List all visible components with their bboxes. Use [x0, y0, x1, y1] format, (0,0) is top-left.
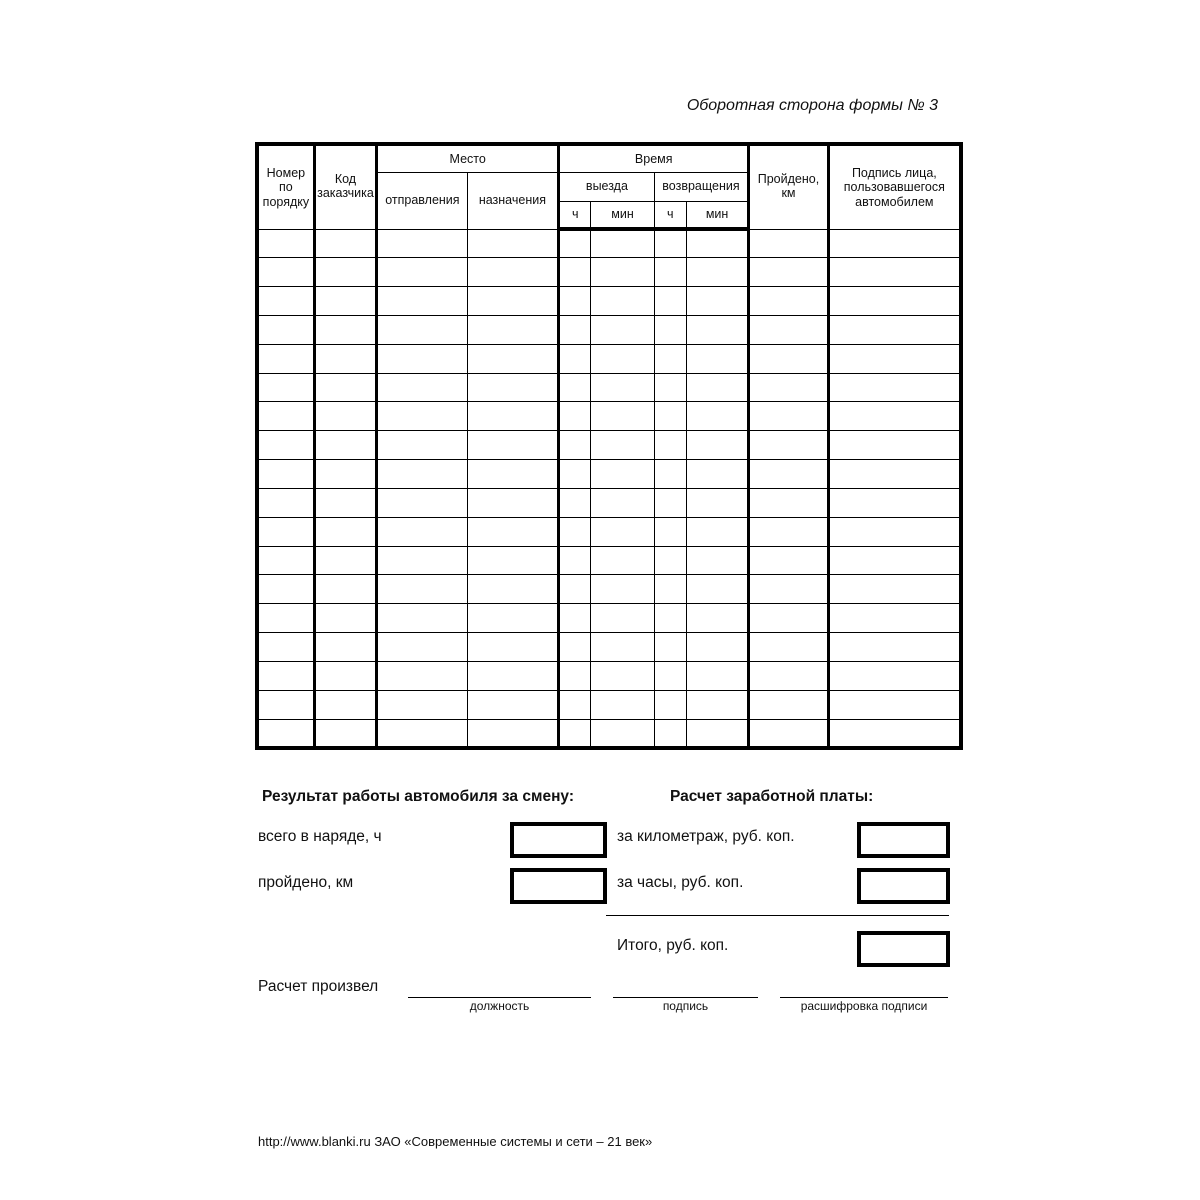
table-cell[interactable]: [257, 344, 314, 373]
table-cell[interactable]: [559, 517, 591, 546]
table-cell[interactable]: [257, 402, 314, 431]
table-cell[interactable]: [257, 373, 314, 402]
table-cell[interactable]: [257, 517, 314, 546]
table-cell[interactable]: [377, 488, 468, 517]
table-cell[interactable]: [749, 546, 828, 575]
table-cell[interactable]: [467, 633, 559, 662]
table-cell[interactable]: [686, 373, 748, 402]
table-row: [257, 373, 961, 402]
table-cell[interactable]: [257, 287, 314, 316]
table-cell[interactable]: [467, 460, 559, 489]
distance-label: пройдено, км: [258, 874, 354, 891]
table-cell[interactable]: [559, 315, 591, 344]
table-cell[interactable]: [559, 431, 591, 460]
table-cell[interactable]: [314, 633, 376, 662]
table-cell[interactable]: [686, 661, 748, 690]
table-cell[interactable]: [257, 661, 314, 690]
table-cell[interactable]: [828, 517, 961, 546]
table-cell[interactable]: [314, 229, 376, 258]
table-cell[interactable]: [654, 719, 686, 748]
table-cell[interactable]: [591, 488, 654, 517]
table-cell[interactable]: [559, 604, 591, 633]
table-cell[interactable]: [314, 315, 376, 344]
table-cell[interactable]: [314, 517, 376, 546]
table-row: [257, 258, 961, 287]
header-departure-minutes: мин: [591, 201, 654, 229]
table-cell[interactable]: [686, 229, 748, 258]
table-row: [257, 719, 961, 748]
table-row: [257, 287, 961, 316]
signature-line[interactable]: [613, 997, 758, 998]
total-separator-line: [606, 915, 949, 916]
table-cell[interactable]: [467, 431, 559, 460]
table-cell[interactable]: [257, 431, 314, 460]
salary-title: Расчет заработной платы:: [670, 788, 874, 805]
table-row: [257, 633, 961, 662]
table-cell[interactable]: [749, 460, 828, 489]
table-row: [257, 690, 961, 719]
table-cell[interactable]: [828, 546, 961, 575]
table-row: [257, 517, 961, 546]
table-cell[interactable]: [654, 633, 686, 662]
table-cell[interactable]: [749, 402, 828, 431]
header-return-hours: ч: [654, 201, 686, 229]
table-cell[interactable]: [257, 229, 314, 258]
header-place-to: назначения: [467, 172, 559, 229]
table-cell[interactable]: [591, 575, 654, 604]
table-cell[interactable]: [686, 690, 748, 719]
table-cell[interactable]: [559, 373, 591, 402]
table-cell[interactable]: [559, 575, 591, 604]
table-cell[interactable]: [377, 431, 468, 460]
table-cell[interactable]: [257, 575, 314, 604]
table-cell[interactable]: [749, 488, 828, 517]
table-cell[interactable]: [686, 546, 748, 575]
table-cell[interactable]: [828, 315, 961, 344]
table-cell[interactable]: [686, 315, 748, 344]
header-signature: Подпись лица, пользовавшегося автомобилем: [828, 144, 961, 229]
table-cell[interactable]: [314, 460, 376, 489]
table-cell[interactable]: [749, 431, 828, 460]
table-cell[interactable]: [314, 488, 376, 517]
table-cell[interactable]: [654, 402, 686, 431]
table-cell[interactable]: [591, 719, 654, 748]
table-cell[interactable]: [467, 373, 559, 402]
table-cell[interactable]: [467, 661, 559, 690]
table-cell[interactable]: [314, 258, 376, 287]
table-row: [257, 460, 961, 489]
table-cell[interactable]: [828, 229, 961, 258]
table-cell[interactable]: [749, 373, 828, 402]
results-title: Результат работы автомобиля за смену:: [262, 788, 575, 805]
table-cell[interactable]: [686, 258, 748, 287]
table-cell[interactable]: [654, 258, 686, 287]
table-cell[interactable]: [749, 661, 828, 690]
table-cell[interactable]: [828, 633, 961, 662]
table-cell[interactable]: [467, 287, 559, 316]
table-cell[interactable]: [749, 690, 828, 719]
table-cell[interactable]: [257, 460, 314, 489]
table-cell[interactable]: [828, 690, 961, 719]
table-cell[interactable]: [467, 690, 559, 719]
table-cell[interactable]: [377, 517, 468, 546]
table-cell[interactable]: [467, 604, 559, 633]
table-row: [257, 488, 961, 517]
table-cell[interactable]: [828, 431, 961, 460]
table-cell[interactable]: [559, 402, 591, 431]
table-cell[interactable]: [591, 546, 654, 575]
table-cell[interactable]: [314, 344, 376, 373]
table-cell[interactable]: [591, 344, 654, 373]
table-cell[interactable]: [591, 690, 654, 719]
header-place-from: отправления: [377, 172, 468, 229]
header-number: Номер по порядку: [257, 144, 314, 229]
table-cell[interactable]: [654, 661, 686, 690]
total-hours-label: всего в наряде, ч: [258, 828, 382, 845]
table-cell[interactable]: [654, 315, 686, 344]
table-cell[interactable]: [654, 373, 686, 402]
distance-box[interactable]: [510, 868, 607, 904]
header-time-departure: выезда: [559, 172, 655, 201]
table-cell[interactable]: [467, 488, 559, 517]
table-cell[interactable]: [377, 633, 468, 662]
table-cell[interactable]: [654, 546, 686, 575]
table-cell[interactable]: [467, 719, 559, 748]
table-cell[interactable]: [559, 460, 591, 489]
table-cell[interactable]: [559, 229, 591, 258]
per-hour-label: за часы, руб. коп.: [617, 874, 744, 891]
table-cell[interactable]: [559, 344, 591, 373]
table-cell[interactable]: [828, 460, 961, 489]
header-time: Время: [559, 144, 749, 172]
table-cell[interactable]: [467, 575, 559, 604]
table-cell[interactable]: [654, 229, 686, 258]
table-cell[interactable]: [686, 287, 748, 316]
table-cell[interactable]: [749, 517, 828, 546]
table-cell[interactable]: [686, 460, 748, 489]
table-cell[interactable]: [559, 258, 591, 287]
table-cell[interactable]: [377, 229, 468, 258]
signature-caption: подпись: [662, 999, 709, 1013]
table-cell[interactable]: [377, 661, 468, 690]
table-row: [257, 402, 961, 431]
table-cell[interactable]: [828, 287, 961, 316]
table-cell[interactable]: [749, 258, 828, 287]
table-cell[interactable]: [314, 431, 376, 460]
table-cell[interactable]: [467, 344, 559, 373]
table-cell[interactable]: [654, 690, 686, 719]
table-cell[interactable]: [654, 344, 686, 373]
table-cell[interactable]: [686, 344, 748, 373]
table-cell[interactable]: [591, 517, 654, 546]
table-cell[interactable]: [828, 402, 961, 431]
table-cell[interactable]: [749, 229, 828, 258]
header-time-return: возвращения: [654, 172, 749, 201]
table-cell[interactable]: [559, 488, 591, 517]
table-cell[interactable]: [828, 488, 961, 517]
table-cell[interactable]: [591, 604, 654, 633]
table-cell[interactable]: [377, 690, 468, 719]
table-cell[interactable]: [686, 719, 748, 748]
table-cell[interactable]: [686, 575, 748, 604]
table-cell[interactable]: [591, 661, 654, 690]
table-cell[interactable]: [654, 460, 686, 489]
header-distance: Пройдено, км: [749, 144, 828, 229]
table-cell[interactable]: [591, 402, 654, 431]
table-row: [257, 229, 961, 258]
calculated-by-label: Расчет произвел: [258, 978, 379, 995]
table-cell[interactable]: [314, 373, 376, 402]
table-cell[interactable]: [377, 373, 468, 402]
table-cell[interactable]: [828, 575, 961, 604]
table-cell[interactable]: [828, 344, 961, 373]
table-cell[interactable]: [314, 604, 376, 633]
decoding-line[interactable]: [780, 997, 948, 998]
table-cell[interactable]: [591, 431, 654, 460]
table-row: [257, 604, 961, 633]
table-cell[interactable]: [257, 690, 314, 719]
table-cell[interactable]: [749, 315, 828, 344]
trip-log-table: [255, 142, 963, 750]
table-row: [257, 315, 961, 344]
table-cell[interactable]: [828, 661, 961, 690]
per-hour-box[interactable]: [857, 868, 950, 904]
header-place: Место: [377, 144, 559, 172]
table-cell[interactable]: [591, 315, 654, 344]
table-cell[interactable]: [314, 575, 376, 604]
table-cell[interactable]: [559, 287, 591, 316]
table-cell[interactable]: [377, 604, 468, 633]
table-cell[interactable]: [686, 431, 748, 460]
table-cell[interactable]: [686, 604, 748, 633]
table-cell[interactable]: [467, 258, 559, 287]
table-cell[interactable]: [686, 402, 748, 431]
table-cell[interactable]: [377, 575, 468, 604]
table-cell[interactable]: [377, 344, 468, 373]
table-cell[interactable]: [314, 661, 376, 690]
table-cell[interactable]: [314, 546, 376, 575]
table-cell[interactable]: [591, 258, 654, 287]
table-cell[interactable]: [654, 287, 686, 316]
table-cell[interactable]: [559, 661, 591, 690]
total-label: Итого, руб. коп.: [617, 937, 729, 954]
table-cell[interactable]: [828, 373, 961, 402]
form-side-title: Оборотная сторона формы № 3: [686, 97, 938, 114]
table-cell[interactable]: [591, 373, 654, 402]
header-departure-hours: ч: [559, 201, 591, 229]
total-hours-box[interactable]: [510, 822, 607, 858]
table-cell[interactable]: [314, 690, 376, 719]
table-cell[interactable]: [377, 719, 468, 748]
table-row: [257, 431, 961, 460]
table-cell[interactable]: [654, 517, 686, 546]
table-cell[interactable]: [686, 488, 748, 517]
table-cell[interactable]: [828, 719, 961, 748]
table-cell[interactable]: [591, 460, 654, 489]
table-cell[interactable]: [377, 460, 468, 489]
per-km-label: за километраж, руб. коп.: [617, 828, 795, 845]
position-caption: должность: [469, 999, 530, 1013]
table-cell[interactable]: [749, 633, 828, 662]
table-cell[interactable]: [828, 258, 961, 287]
table-cell[interactable]: [257, 315, 314, 344]
total-box[interactable]: [857, 931, 950, 967]
header-customer-code: Код заказчика: [314, 144, 376, 229]
table-cell[interactable]: [749, 344, 828, 373]
table-cell[interactable]: [686, 517, 748, 546]
table-cell[interactable]: [467, 546, 559, 575]
table-cell[interactable]: [257, 604, 314, 633]
table-row: [257, 575, 961, 604]
table-cell[interactable]: [467, 402, 559, 431]
table-cell[interactable]: [314, 402, 376, 431]
table-cell[interactable]: [654, 575, 686, 604]
table-cell[interactable]: [559, 633, 591, 662]
table-cell[interactable]: [591, 287, 654, 316]
decoding-caption: расшифровка подписи: [800, 999, 928, 1013]
table-cell[interactable]: [467, 229, 559, 258]
table-cell[interactable]: [559, 690, 591, 719]
footer-credit: http://www.blanki.ru ЗАО «Современные системы и сети – 21 век»: [258, 1134, 653, 1149]
table-row: [257, 661, 961, 690]
table-cell[interactable]: [314, 287, 376, 316]
table-cell[interactable]: [559, 546, 591, 575]
table-cell[interactable]: [377, 315, 468, 344]
position-line[interactable]: [408, 997, 591, 998]
table-cell[interactable]: [828, 604, 961, 633]
per-km-box[interactable]: [857, 822, 950, 858]
table-cell[interactable]: [467, 517, 559, 546]
table-cell[interactable]: [257, 488, 314, 517]
table-cell[interactable]: [654, 488, 686, 517]
table-cell[interactable]: [654, 604, 686, 633]
table-cell[interactable]: [377, 546, 468, 575]
table-row: [257, 546, 961, 575]
table-cell[interactable]: [377, 402, 468, 431]
table-cell[interactable]: [257, 258, 314, 287]
table-cell[interactable]: [467, 315, 559, 344]
table-row: [257, 344, 961, 373]
table-body: [257, 229, 961, 748]
table-cell[interactable]: [749, 719, 828, 748]
table-cell[interactable]: [749, 287, 828, 316]
table-cell[interactable]: [654, 431, 686, 460]
table-cell[interactable]: [377, 287, 468, 316]
table-cell[interactable]: [591, 229, 654, 258]
table-cell[interactable]: [257, 633, 314, 662]
table-cell[interactable]: [749, 575, 828, 604]
table-cell[interactable]: [749, 604, 828, 633]
table-cell[interactable]: [257, 546, 314, 575]
table-cell[interactable]: [314, 719, 376, 748]
table-cell[interactable]: [591, 633, 654, 662]
header-return-minutes: мин: [686, 201, 748, 229]
table-cell[interactable]: [377, 258, 468, 287]
table-cell[interactable]: [559, 719, 591, 748]
table-cell[interactable]: [686, 633, 748, 662]
table-cell[interactable]: [257, 719, 314, 748]
